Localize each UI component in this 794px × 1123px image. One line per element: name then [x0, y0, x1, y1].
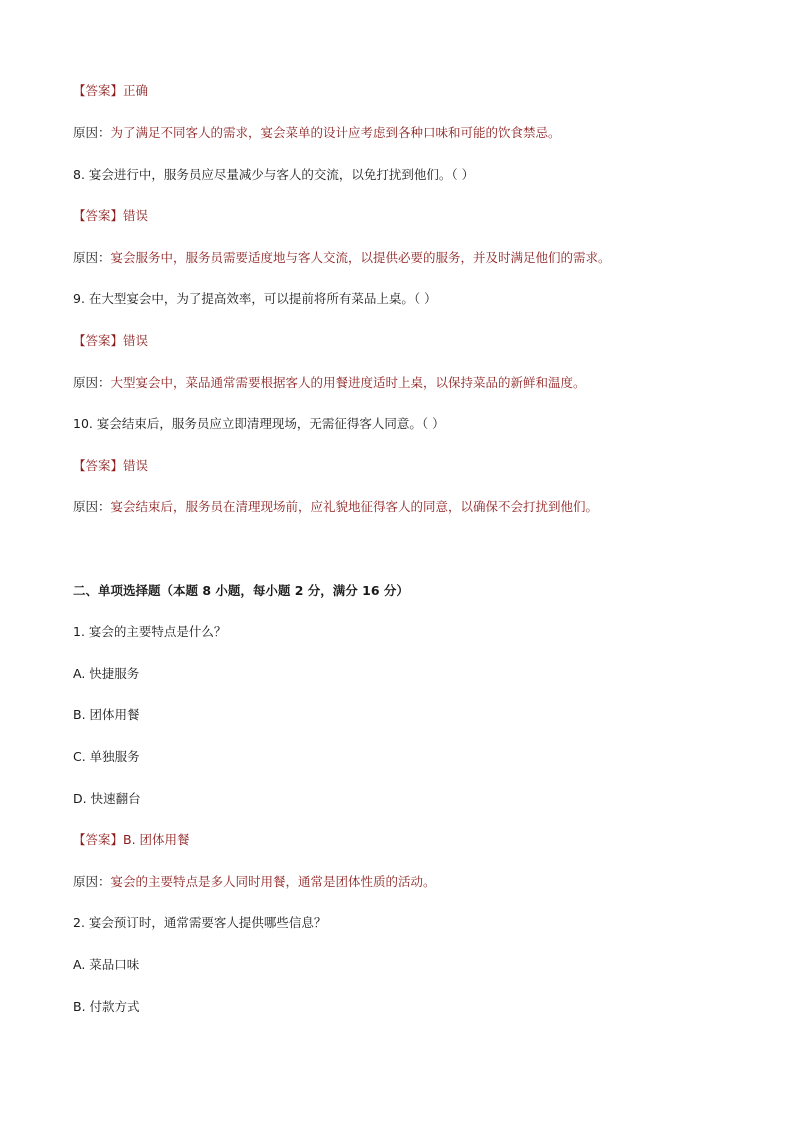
- reason-label: 原因：: [73, 125, 111, 140]
- option-line: A. 菜品口味: [73, 957, 140, 972]
- section-title: 二、单项选择题（本题 8 小题，每小题 2 分，满分 16 分）: [73, 583, 409, 598]
- option-line: C. 单独服务: [73, 749, 140, 764]
- reason-text: 宴会结束后，服务员在清理现场前，应礼貌地征得客人的同意，以确保不会打扰到他们。: [110, 499, 599, 514]
- reason-line: [73, 873, 436, 891]
- answer-line: 【答案】错误: [73, 208, 149, 223]
- answer-line: 【答案】正确: [73, 83, 149, 98]
- reason-text: 宴会的主要特点是多人同时用餐，通常是团体性质的活动。: [110, 874, 436, 889]
- question-line: 1. 宴会的主要特点是什么？: [73, 624, 227, 639]
- question-line: 10. 宴会结束后，服务员应立即清理现场，无需征得客人同意。（ ）: [73, 416, 445, 431]
- option-line: B. 付款方式: [73, 999, 140, 1014]
- reason-label: 原因：: [73, 250, 111, 265]
- reason-text: 宴会服务中，服务员需要适度地与客人交流，以提供必要的服务，并及时满足他们的需求。: [110, 250, 611, 265]
- reason-text: 为了满足不同客人的需求，宴会菜单的设计应考虑到各种口味和可能的饮食禁忌。: [110, 125, 561, 140]
- question-line: 2. 宴会预订时，通常需要客人提供哪些信息？: [73, 915, 327, 930]
- answer-line: 【答案】B. 团体用餐: [73, 832, 190, 847]
- reason-line: [73, 498, 598, 516]
- answer-line: 【答案】错误: [73, 458, 149, 473]
- reason-label: 原因：: [73, 499, 111, 514]
- option-line: B. 团体用餐: [73, 707, 140, 722]
- option-line: D. 快速翻台: [73, 791, 141, 806]
- reason-line: [73, 124, 561, 142]
- question-line: 8. 宴会进行中，服务员应尽量减少与客人的交流，以免打扰到他们。（ ）: [73, 167, 475, 182]
- reason-text: 大型宴会中，菜品通常需要根据客人的用餐进度适时上桌，以保持菜品的新鲜和温度。: [110, 375, 586, 390]
- option-line: A. 快捷服务: [73, 666, 140, 681]
- reason-line: [73, 374, 586, 392]
- reason-label: 原因：: [73, 375, 111, 390]
- answer-line: 【答案】错误: [73, 333, 149, 348]
- reason-line: [73, 249, 611, 267]
- question-line: 9. 在大型宴会中，为了提高效率，可以提前将所有菜品上桌。（ ）: [73, 291, 437, 306]
- reason-label: 原因：: [73, 874, 111, 889]
